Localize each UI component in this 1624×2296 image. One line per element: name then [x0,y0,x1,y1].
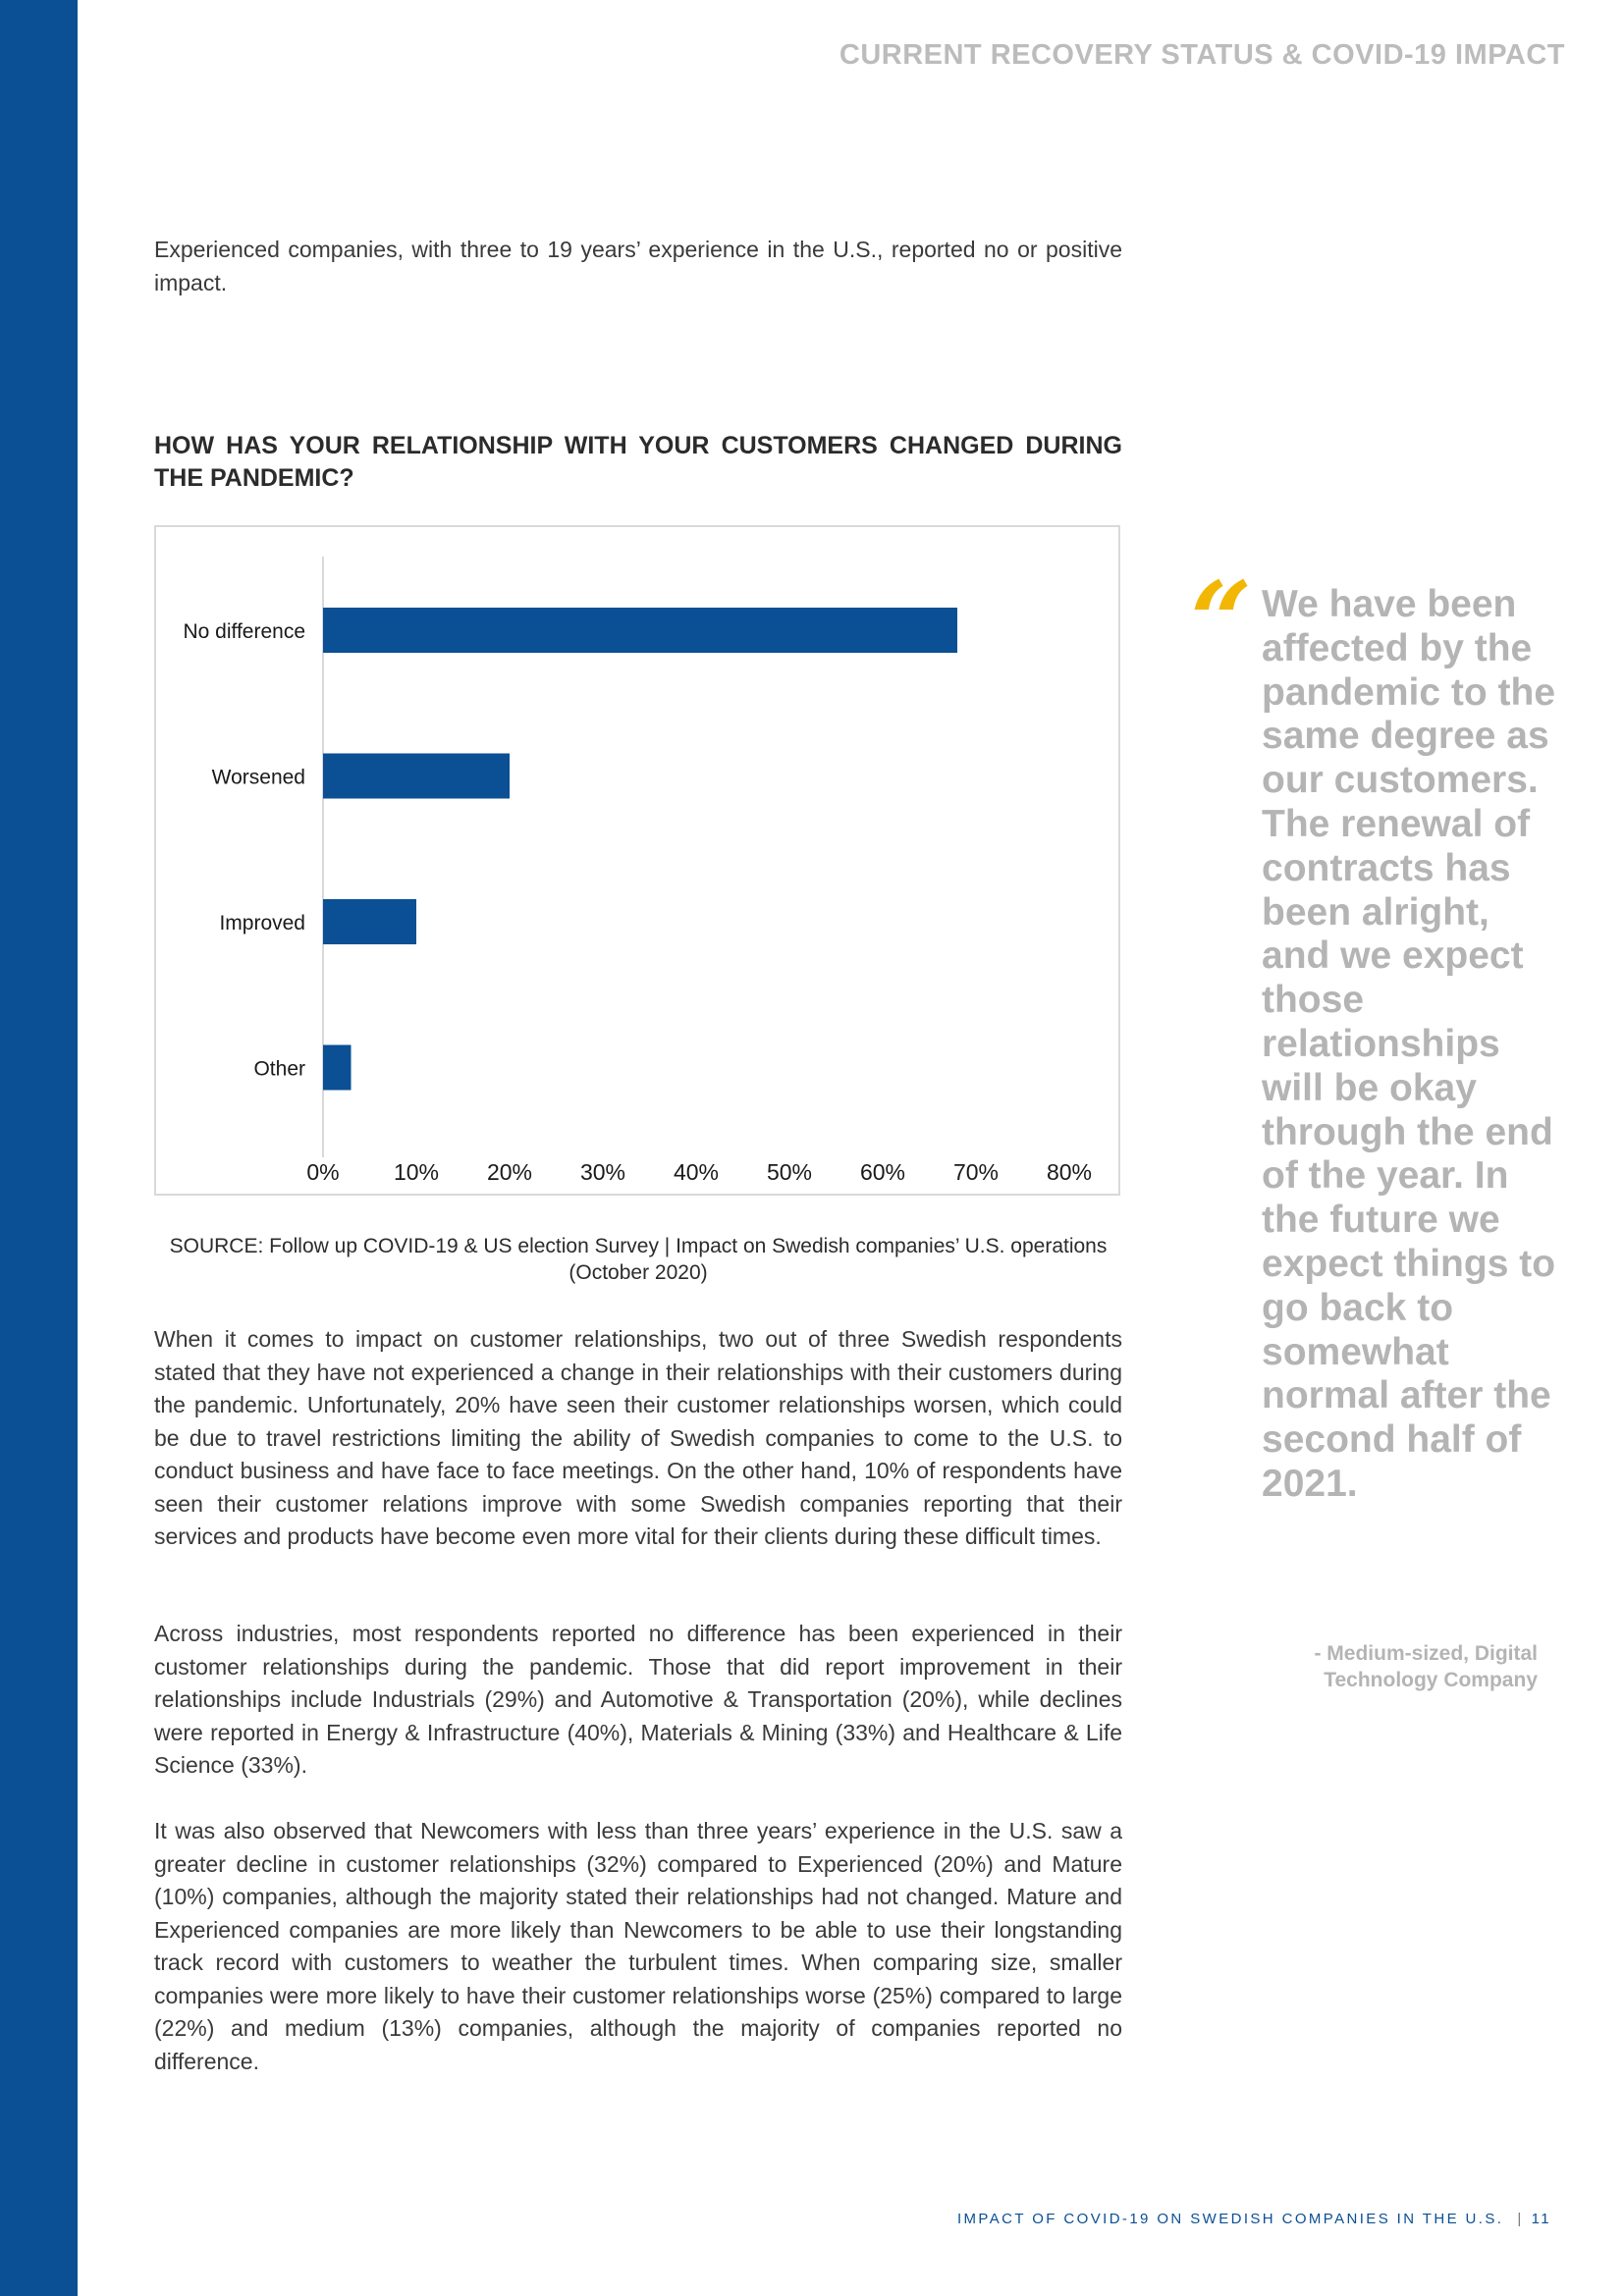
chart-title: HOW HAS YOUR RELATIONSHIP WITH YOUR CUSTOMERS CHANGED DURING THE PANDEMIC? [154,432,1122,492]
bar-chart [154,525,1120,1196]
bar-worsened [323,754,510,799]
x-tick-label: 60% [859,1159,906,1185]
x-tick-label: 70% [952,1159,1000,1185]
x-tick-label: 50% [766,1159,813,1185]
page-number: 11 [1531,2211,1551,2227]
bar-improved [323,899,416,944]
x-tick-label: 40% [673,1159,720,1185]
quote-mark-icon: “ [1190,558,1253,684]
x-tick-label: 80% [1046,1159,1093,1185]
side-accent-bar [0,0,78,2296]
x-tick-label: 0% [306,1159,340,1185]
page-header-title: CURRENT RECOVERY STATUS & COVID-19 IMPACT [839,39,1565,71]
body-paragraph-3: It was also observed that Newcomers with less than three years’ experience in the U.S. saw a greater decline in customer relationships (32%) compared to Experienced (20%) and Mature (10%) companies, although the majority stated their relationships had not changed. Mature and Experienced companies are more likely than Newcomers to be able to use their longstanding track record with customers to weather the turbulent times. When comparing size, smaller companies were more likely to have their customer relationships worse (25%) compared to large (22%) and medium (13%) companies, although the majority of companies reported no difference. [154,1818,1122,2074]
bar-other [323,1045,352,1091]
bar-no-difference [323,608,957,653]
x-tick-label: 20% [486,1159,533,1185]
category-label: Worsened [211,766,305,789]
footer-text: IMPACT OF COVID-19 ON SWEDISH COMPANIES IN THE U.S. [956,2211,1504,2227]
x-tick-label: 30% [579,1159,626,1185]
category-label: Other [253,1057,305,1081]
category-label: Improved [219,912,305,934]
footer-separator: | [1517,2211,1524,2227]
chart-source: SOURCE: Follow up COVID-19 & US election Survey | Impact on Swedish companies’ U.S. operations (October 2020) [169,1235,1108,1284]
x-tick-label: 10% [393,1159,440,1185]
intro-paragraph: Experienced companies, with three to 19 years’ experience in the U.S., reported no or positive impact. [154,237,1122,295]
pull-quote-attribution: - Medium-sized, Digital Technology Company [1314,1642,1538,1691]
bar-chart-canvas [156,527,1122,1198]
pull-quote-text: We have been affected by the pandemic to the same degree as our customers. The renewal of contracts has been alright, and we expect those relationships will be okay through the end of the year. In the future we expect things to go back to somewhat normal after the second half of 2021. [1262,583,1556,1505]
category-label: No difference [183,620,305,643]
body-paragraph-1: When it comes to impact on customer relationships, two out of three Swedish respondents stated that they have not experienced a change in their relationships with their customers during the pandemic. Unfortunately, 20% have seen their customer relationships worsen, which could be due to travel restrictions limiting the ability of Swedish companies to come to the U.S. to conduct business and have face to face meetings. On the other hand, 10% of respondents have seen their customer relations improve with some Swedish companies reporting that their services and products have become even more vital for their clients during these difficult times. [154,1326,1122,1549]
body-paragraph-2: Across industries, most respondents reported no difference has been experienced in their customer relationships during the pandemic. Those that did report improvement in their relationships include Industrials (29%) and Automotive & Transportation (20%), while declines were reported in Energy & Infrastructure (40%), Materials & Mining (33%) and Healthcare & Life Science (33%). [154,1621,1122,1778]
page-footer [957,2211,1551,2227]
